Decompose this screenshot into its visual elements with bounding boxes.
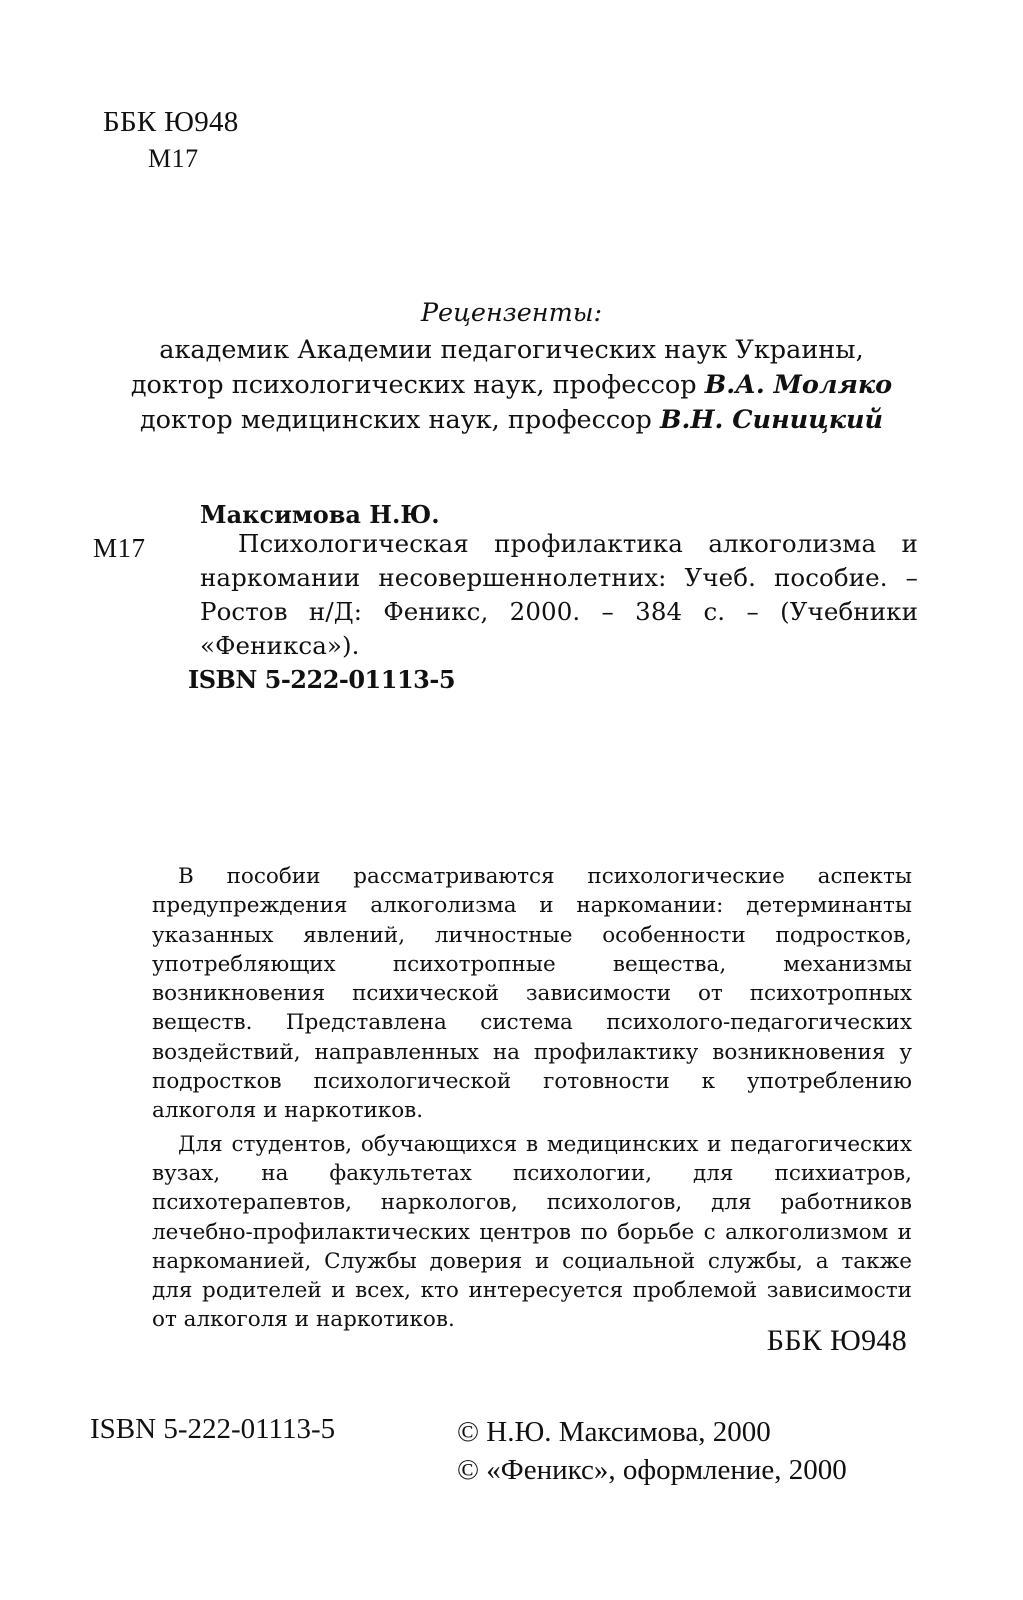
bbk-code-bottom: ББК Ю948	[766, 1324, 907, 1357]
reviewers-block	[60, 296, 963, 438]
reviewer-title-1: доктор психологических наук, профессор	[130, 370, 705, 400]
entry-description: Психологическая профилактика алкоголизма и наркомании несовершеннолетних: Учеб. пособие. – Ростов н/Д: Феникс, 2000. – 384 с. – (Учебники «Феникса»).	[200, 529, 918, 660]
annotation-paragraph-1: В пособии рассматриваются психологические аспекты предупреждения алкоголизма и наркомании: детерминанты указанных явлений, личностные особенности подростков, употребляющих психотропные вещества, механизмы возникновения психической зависимости от психотропных веществ. Представлена система психолого-педагогических воздействий, направленных на профилактику возникновения у подростков психологической готовности к употреблению алкоголя и наркотиков.	[152, 864, 912, 1124]
annotation	[152, 862, 912, 1335]
reviewer-line-3	[60, 403, 963, 438]
reviewer-line-1: академик Академии педагогических наук Украины,	[159, 335, 864, 365]
reviewer-name-1: В.А. Моляко	[704, 370, 893, 400]
reviewers-heading: Рецензенты:	[420, 298, 603, 328]
copyright-block	[457, 1413, 847, 1489]
entry-isbn: ISBN 5-222-01113-5	[188, 665, 456, 694]
reviewer-line-2	[60, 368, 963, 403]
reviewer-title-2: доктор медицинских наук, профессор	[139, 405, 660, 435]
annotation-paragraph-2: Для студентов, обучающихся в медицинских и педагогических вузах, на факультетах психологии, для психиатров, психотерапевтов, наркологов, психологов, для работников лечебно-профилактических центров по борьбе с алкоголизмом и наркоманией, Службы доверия и социальной службы, а также для родителей и всех, кто интересуется проблемой зависимости от алкоголя и наркотиков.	[152, 1131, 912, 1333]
isbn-bottom: ISBN 5-222-01113-5	[90, 1413, 336, 1445]
entry-author: Максимова Н.Ю.	[200, 500, 440, 529]
entry-cutter-mark: М17	[93, 533, 146, 563]
bbk-code-top: ББК Ю948	[103, 106, 239, 138]
author-mark-top: М17	[148, 144, 199, 173]
copyright-publisher: © «Феникс», оформление, 2000	[457, 1454, 847, 1486]
reviewer-name-2: В.Н. Синицкий	[659, 405, 884, 435]
copyright-author: © Н.Ю. Максимова, 2000	[457, 1416, 771, 1448]
